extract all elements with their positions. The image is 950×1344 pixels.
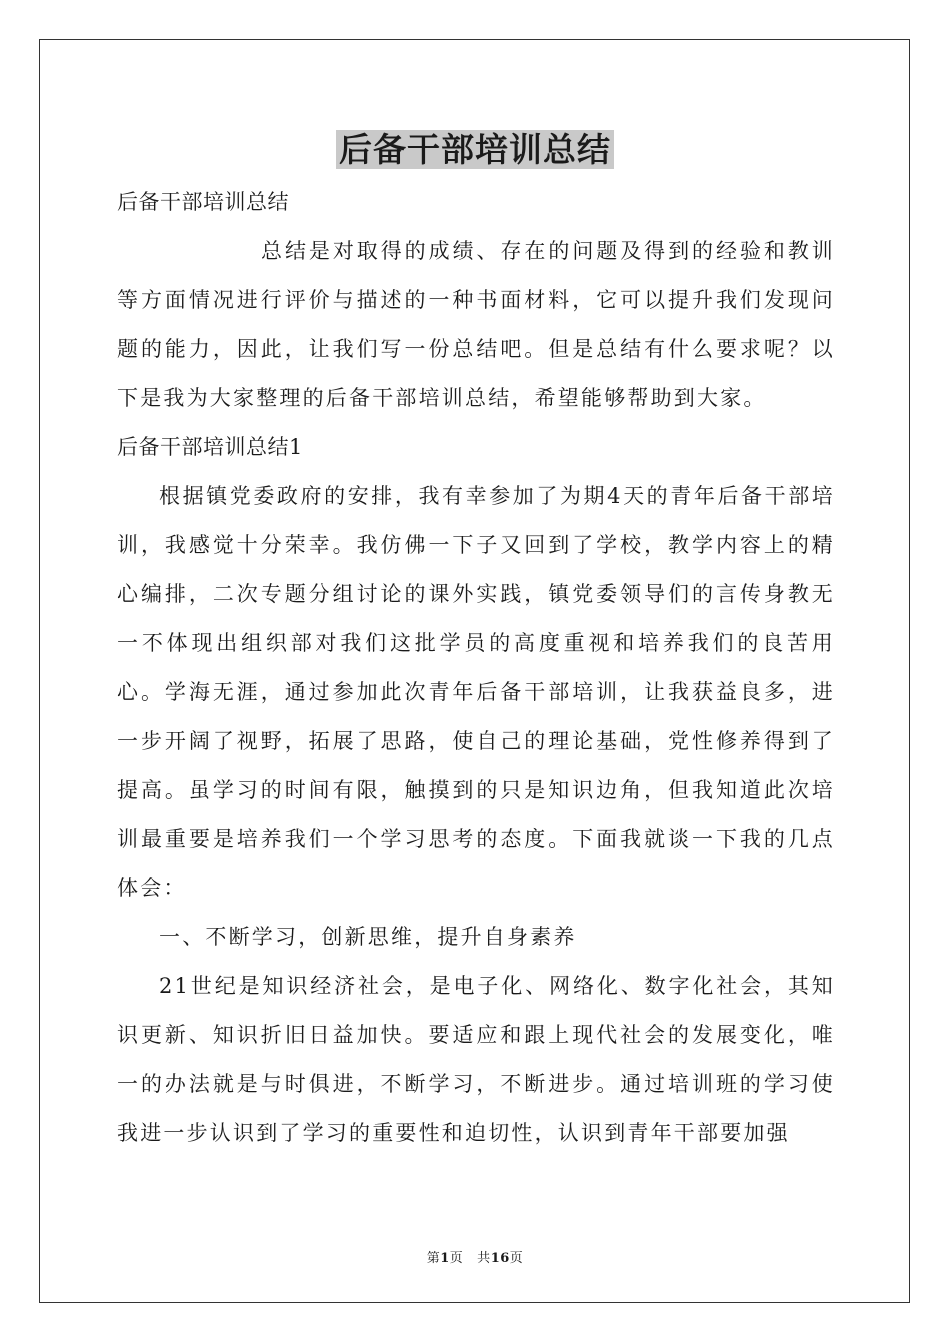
total-prefix: 共 bbox=[477, 1251, 491, 1266]
total-pages: 16 bbox=[490, 1251, 510, 1266]
page-footer bbox=[0, 1247, 950, 1266]
total-suffix: 页 bbox=[509, 1251, 524, 1266]
document-title bbox=[0, 128, 950, 172]
point-1-title: 一、不断学习，创新思维，提升自身素养 bbox=[159, 925, 577, 949]
body-paragraph-1: 根据镇党委政府的安排，我有幸参加了为期4天的青年后备干部培训，我感觉十分荣幸。我仿佛一下子又回到了学校，教学内容上的精心编排，二次专题分组讨论的课外实践，镇党委领导们的言传身教无一不体现出组织部对我们这批学员的高度重视和培养我们的良苦用心。学海无涯，通过参加此次青年后备干部培训，让我获益良多，进一步开阔了视野，拓展了思路，使自己的理论基础，党性修养得到了提高。虽学习的时间有限，触摸到的只是知识边角，但我知道此次培训最重要是培养我们一个学习思考的态度。下面我就谈一下我的几点体会： bbox=[117, 484, 835, 900]
page-number: 1 bbox=[440, 1251, 450, 1266]
document-subtitle: 后备干部培训总结 bbox=[117, 190, 289, 214]
page-suffix: 页 bbox=[449, 1251, 464, 1266]
body-paragraph-2: 21世纪是知识经济社会，是电子化、网络化、数字化社会，其知识更新、知识折旧日益加快。要适应和跟上现代社会的发展变化，唯一的办法就是与时俱进，不断学习，不断进步。通过培训班的学习使我进一步认识到了学习的重要性和迫切性，认识到青年干部要加强 bbox=[117, 974, 835, 1145]
intro-paragraph: 总结是对取得的成绩、存在的问题及得到的经验和教训等方面情况进行评价与描述的一种书面材料，它可以提升我们发现问题的能力，因此，让我们写一份总结吧。但是总结有什么要求呢？以下是我为大家整理的后备干部培训总结，希望能够帮助到大家。 bbox=[117, 239, 835, 410]
document-body bbox=[117, 178, 835, 1158]
section-title: 后备干部培训总结1 bbox=[117, 435, 303, 459]
page-prefix: 第 bbox=[426, 1251, 441, 1266]
document-title-text: 后备干部培训总结 bbox=[336, 130, 614, 169]
